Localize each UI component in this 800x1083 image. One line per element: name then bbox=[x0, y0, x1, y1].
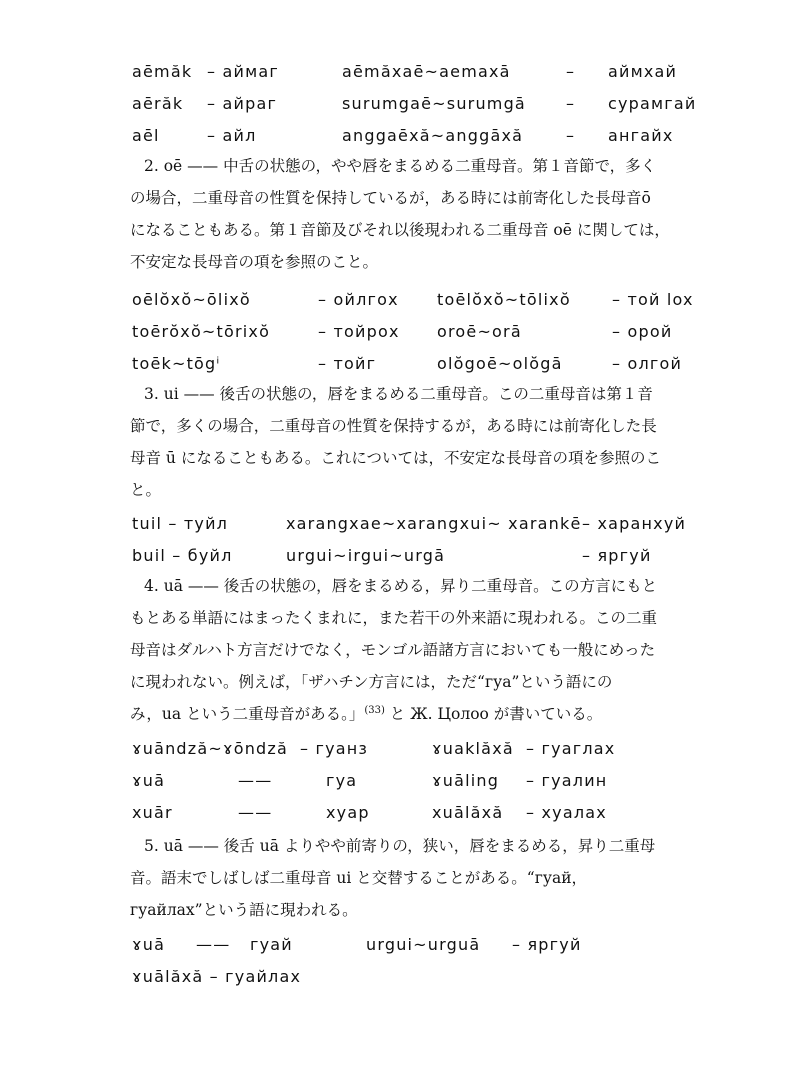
cyrillic-word: – олгой bbox=[612, 354, 683, 373]
romanized-word: xuār bbox=[132, 803, 173, 822]
dash: —— bbox=[238, 771, 273, 790]
example-row bbox=[0, 121, 800, 151]
cyrillic-word: аймхай bbox=[608, 62, 678, 81]
romanized-word: ɤuāling bbox=[432, 771, 500, 790]
footnote-ref: (33) bbox=[364, 704, 385, 716]
cyrillic-word: гуай bbox=[250, 935, 293, 954]
paragraph-line: に現われない。例えば，「ザハチン方言には，ただ“гуа”という語にの bbox=[130, 673, 613, 691]
dash: – bbox=[566, 126, 576, 145]
example-row bbox=[0, 57, 800, 87]
paragraph-line: 母音 ū になることもある。これについては，不安定な長母音の項を参照のこ bbox=[130, 449, 662, 467]
example-row bbox=[0, 798, 800, 828]
paragraph-ui bbox=[130, 378, 720, 506]
dash: – bbox=[566, 94, 576, 113]
quote-text: み，ua という二重母音がある。」 bbox=[130, 705, 365, 723]
paragraph-line: になることもある。第１音節及びそれ以後現われる二重母音 oē に関しては， bbox=[130, 221, 670, 239]
example-row bbox=[0, 962, 800, 992]
example-row bbox=[0, 509, 800, 539]
paragraph-line: の場合，二重母音の性質を保持しているが，ある時には前寄化した長母音ō bbox=[130, 189, 651, 207]
cyrillic-word: – айраг bbox=[207, 94, 278, 113]
paragraph-line: 2. oē —— 中舌の状態の，やや唇をまるめる二重母音。第１音節で，多く bbox=[144, 157, 657, 175]
paragraph-line: 母音はダルハト方言だけでなく，モンゴル語諸方言においても一般にめった bbox=[130, 641, 656, 659]
romanized-word: ɤuālăxă – гуайлах bbox=[132, 967, 302, 986]
paragraph-ua2 bbox=[130, 830, 720, 926]
romanized-word: xuālăxă bbox=[432, 803, 504, 822]
cyrillic-word: – яргуй bbox=[512, 935, 582, 954]
romanized-variant: xarangxae~xarangxui~ xarankē bbox=[286, 514, 582, 533]
cyrillic-word: – орой bbox=[612, 322, 673, 341]
cyrillic-word: – хуалах bbox=[526, 803, 607, 822]
romanized-word: ɤuāndză~ɤōndză bbox=[132, 739, 289, 758]
example-row bbox=[0, 766, 800, 796]
dash: —— bbox=[196, 935, 231, 954]
example-row bbox=[0, 89, 800, 119]
cyrillic-word: – тойрох bbox=[318, 322, 400, 341]
romanized-word: aēmăk bbox=[132, 62, 193, 81]
paragraph-line: 4. uā —— 後舌の状態の，唇をまるめる，昇り二重母音。この方言にもと bbox=[144, 577, 658, 595]
romanized-word: buil – буйл bbox=[132, 546, 233, 565]
cyrillic-word: – гуалин bbox=[526, 771, 608, 790]
romanized-word: oroē~orā bbox=[437, 322, 522, 341]
paragraph-line bbox=[130, 698, 720, 730]
paragraph-line: 節で，多くの場合，二重母音の性質を保持するが，ある時には前寄化した長 bbox=[130, 417, 657, 435]
cyrillic-word: – харанхуй bbox=[582, 514, 687, 533]
romanized-word: tuil – туйл bbox=[132, 514, 229, 533]
dash: —— bbox=[238, 803, 273, 822]
cyrillic-word: – гуаглах bbox=[526, 739, 616, 758]
romanized-variant: urgui~irgui~urgā bbox=[286, 546, 446, 565]
example-row bbox=[0, 317, 800, 347]
paragraph-line: 不安定な長母音の項を参照のこと。 bbox=[130, 253, 379, 271]
romanized-word: olŏgoē~olŏgā bbox=[437, 354, 563, 373]
romanized-word: ɤuā bbox=[132, 935, 166, 954]
cyrillic-word: – гуанз bbox=[300, 739, 369, 758]
romanized-variant: aēmăxaē~aemaxā bbox=[342, 62, 511, 81]
paragraph-line: 3. ui —— 後舌の状態の，唇をまるめる二重母音。この二重母音は第１音 bbox=[144, 385, 653, 403]
paragraph-oe bbox=[130, 150, 720, 278]
example-row bbox=[0, 734, 800, 764]
cyrillic-word: ангайх bbox=[608, 126, 674, 145]
paragraph-line: гуайлах”という語に現われる。 bbox=[130, 901, 358, 919]
romanized-variant: anggaēxă~anggāxă bbox=[342, 126, 524, 145]
cyrillic-word: – ойлгох bbox=[318, 290, 399, 309]
cyrillic-word: – той lox bbox=[612, 290, 694, 309]
paragraph-line: 5. uā —— 後舌 uā よりやや前寄りの，狭い，唇をまるめる，昇り二重母 bbox=[144, 837, 656, 855]
romanized-variant: urgui~urguā bbox=[366, 935, 481, 954]
paragraph-line: 音。語末でしばしば二重母音 ui と交替することがある。“гуай， bbox=[130, 869, 588, 887]
example-row bbox=[0, 541, 800, 571]
cyrillic-word: – тойг bbox=[318, 354, 377, 373]
romanized-word: ɤuā bbox=[132, 771, 166, 790]
cyrillic-word: – айл bbox=[207, 126, 257, 145]
romanized-word: toērŏxŏ~tōrixŏ bbox=[132, 322, 271, 341]
example-row bbox=[0, 930, 800, 960]
example-row bbox=[0, 285, 800, 315]
romanized-word: ɤuaklăxă bbox=[432, 739, 514, 758]
romanized-word: aēl bbox=[132, 126, 160, 145]
romanized-word: toēk~tōgⁱ bbox=[132, 354, 221, 373]
example-row bbox=[0, 349, 800, 379]
romanized-word: aērăk bbox=[132, 94, 184, 113]
cyrillic-word: хуар bbox=[326, 803, 370, 822]
dash: – bbox=[566, 62, 576, 81]
romanized-word: oēlŏxŏ~ōlixŏ bbox=[132, 290, 251, 309]
romanized-variant: surumgaē~surumgā bbox=[342, 94, 526, 113]
romanized-word: toēlŏxŏ~tōlixŏ bbox=[437, 290, 571, 309]
paragraph-ua bbox=[130, 570, 720, 730]
cyrillic-word: – яргуй bbox=[582, 546, 652, 565]
cyrillic-word: сурамгай bbox=[608, 94, 697, 113]
paragraph-line: と。 bbox=[130, 481, 162, 499]
paragraph-line: もとある単語にはまったくまれに，また若干の外来語に現われる。この二重 bbox=[130, 609, 658, 627]
cyrillic-word: гуа bbox=[326, 771, 358, 790]
author-text: と Ж. Цолоо が書いている。 bbox=[384, 705, 603, 723]
cyrillic-word: – аймаг bbox=[207, 62, 279, 81]
